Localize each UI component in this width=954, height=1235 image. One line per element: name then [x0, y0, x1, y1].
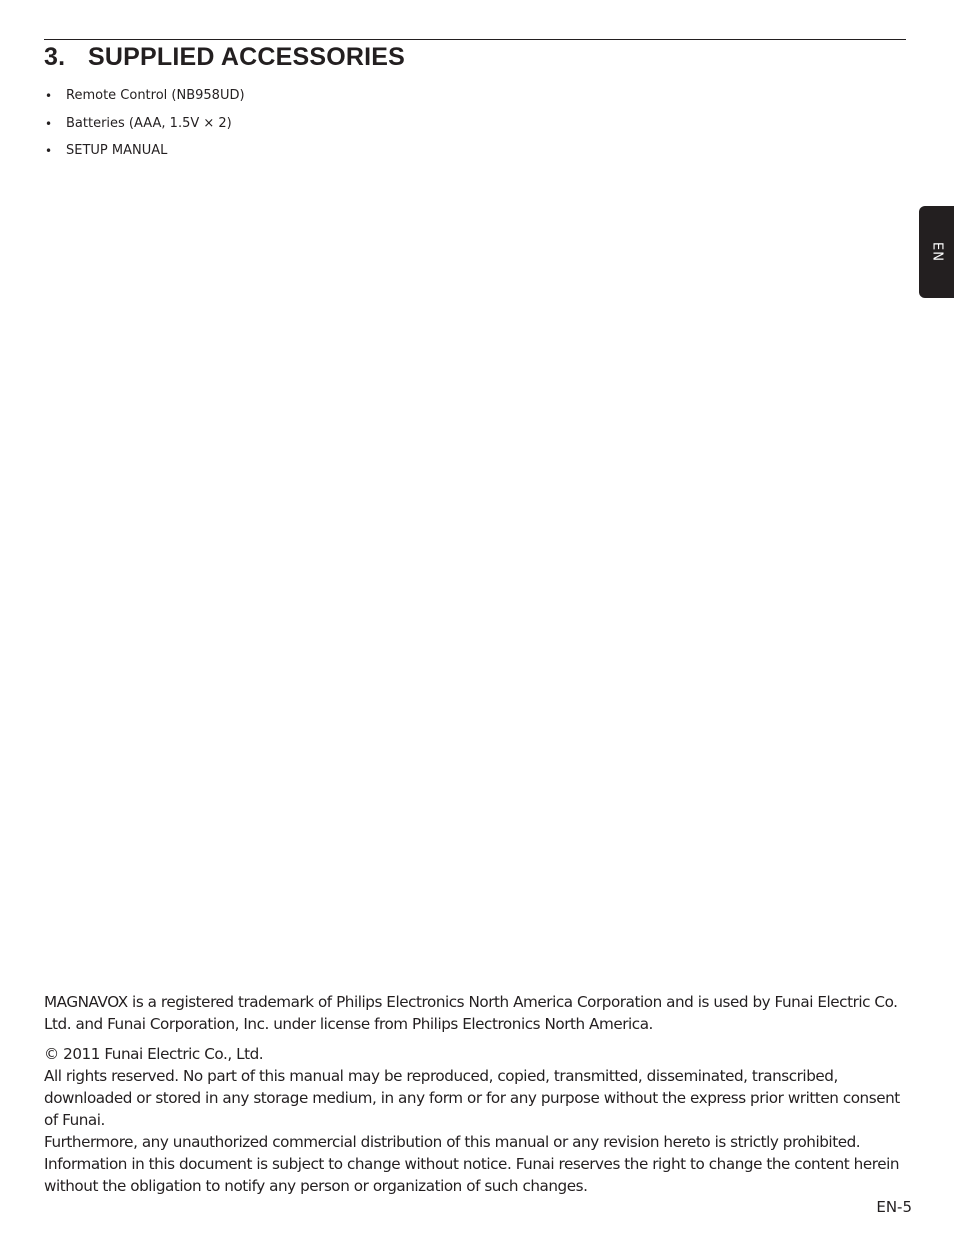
list-item [44, 86, 245, 114]
page-number: EN-5 [876, 1198, 912, 1216]
language-tab-label: EN [929, 242, 944, 262]
bullet-icon: • [45, 89, 53, 103]
bullet-icon: • [45, 116, 53, 131]
copyright-line: © 2011 Funai Electric Co., Ltd. [44, 1045, 264, 1063]
language-tab [919, 206, 954, 298]
changes-notice: Information in this document is subject to change without notice. Funai reserves the right to change the content herein without the obligation to notify any person or organization of such changes. [44, 1155, 900, 1195]
accessory-batteries: Batteries (AAA, 1.5V × 2) [66, 115, 232, 131]
rights-notice: All rights reserved. No part of this manual may be reproduced, copied, transmitted, disseminated, transcribed, downloaded or stored in any storage medium, in any form or for any purpose without the express prior written consent of Funai. [44, 1067, 900, 1129]
list-item [44, 141, 245, 169]
trademark-notice: MAGNAVOX is a registered trademark of Philips Electronics North America Corporation and is used by Funai Electric Co. Ltd. and Funai Corporation, Inc. under license from Philips Electronics North America. [44, 993, 898, 1033]
legal-notice [44, 991, 910, 1197]
bullet-icon: • [45, 144, 53, 158]
list-item [44, 114, 245, 142]
distribution-notice: Furthermore, any unauthorized commercial distribution of this manual or any revision hereto is strictly prohibited. [44, 1133, 861, 1151]
section-title [44, 40, 405, 74]
accessory-list [44, 86, 245, 169]
section-number: 3. [44, 43, 66, 71]
section-title-text: SUPPLIED ACCESSORIES [88, 43, 406, 71]
accessory-setup-manual: SETUP MANUAL [66, 143, 168, 158]
accessory-remote-control: Remote Control (NB958UD) [66, 88, 245, 103]
